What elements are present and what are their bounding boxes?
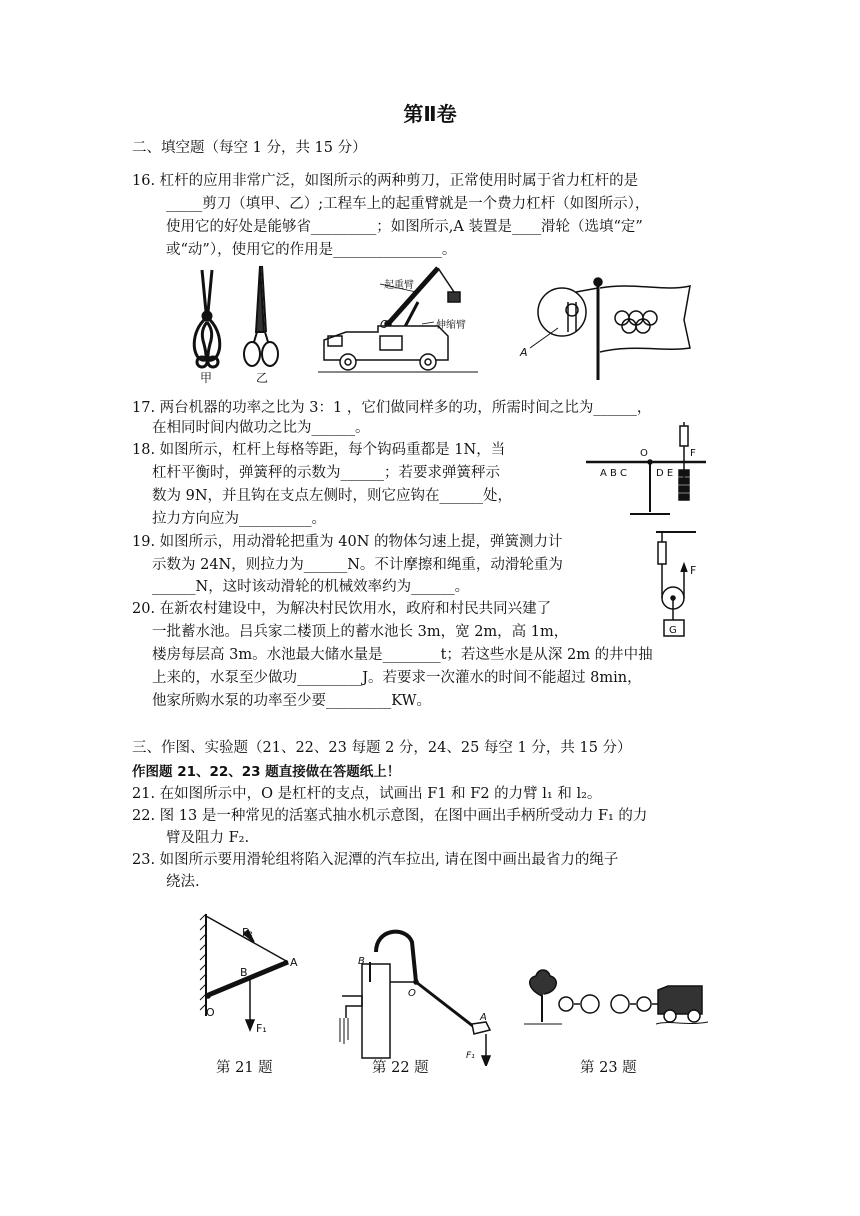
q23-line1: 23. 如图所示要用滑轮组将陷入泥潭的汽车拉出, 请在图中画出最省力的绳子	[132, 852, 619, 868]
q22-line2: 臂及阻力 F₂.	[166, 830, 250, 846]
label-lever-abc: A B C	[600, 468, 628, 479]
q19-line1: 19. 如图所示，用动滑轮把重为 40N 的物体匀速上提，弹簧测力计	[132, 534, 563, 550]
q18-line1: 18. 如图所示，杠杆上每格等距，每个钩码重都是 1N，当	[132, 442, 506, 458]
label-fig21-f2: F₂	[242, 926, 253, 939]
q20-line2: 一批蓄水池。吕兵家二楼顶上的蓄水池长 3m，宽 2m，高 1m，	[152, 624, 569, 640]
label-fig22-o: O	[408, 988, 416, 999]
label-crane-arm: 伸缩臂	[436, 320, 466, 331]
caption-q23: 第 23 题	[580, 1060, 637, 1076]
shears-jia-icon	[194, 270, 220, 367]
q16-line4: 或“动”），使用它的作用是_______________。	[166, 242, 457, 258]
label-fig22-a: A	[480, 1012, 487, 1023]
label-fig22-b: B	[358, 956, 365, 967]
q16-line3: 使用它的好处是能够省_________；如图所示,A 装置是____滑轮（选填“定”	[166, 219, 643, 235]
label-fig22-f1: F₁	[466, 1051, 475, 1061]
label-lever-f: F	[690, 448, 696, 459]
section-2-heading: 二、填空题（每空 1 分，共 15 分）	[132, 140, 367, 156]
label-pulley-g: G	[669, 625, 677, 636]
q18-line4: 拉力方向应为__________。	[152, 511, 326, 527]
q17-line1: 17. 两台机器的功率之比为 3：1 ，它们做同样多的功，所需时间之比为______，	[132, 400, 652, 416]
label-crane-o: O	[380, 318, 389, 331]
pulley-figure	[648, 528, 714, 640]
q20-line1: 20. 在新农村建设中，为解决村民饮用水，政府和村民共同兴建了	[132, 601, 552, 617]
label-fig21-a: A	[290, 956, 298, 969]
label-fig21-f1: F₁	[256, 1022, 267, 1035]
scissors-yi-icon	[244, 266, 278, 366]
section-3-heading: 三、作图、实验题（21、22、23 每题 2 分，24、25 每空 1 分，共 15 分）	[132, 740, 632, 756]
q16-line1: 16. 杠杆的应用非常广泛，如图所示的两种剪刀，正常使用时属于省力杠杆的是	[132, 173, 639, 189]
label-crane-boom: 起重臂	[384, 280, 414, 291]
caption-q22: 第 22 题	[372, 1060, 429, 1076]
q20-line3: 楼房每层高 3m。水池最大储水量是________t；若这些水是从深 2m 的井中抽	[152, 647, 653, 663]
drawing-note: 作图题 21、22、23 题直接做在答题纸上！	[132, 764, 401, 780]
fig23-pulley-truck	[518, 964, 714, 1034]
q18-line2: 杠杆平衡时，弹簧秤的示数为______；若要求弹簧秤示	[152, 465, 500, 481]
q16-line2: _____剪刀（填甲、乙）;工程车上的起重臂就是一个费力杠杆（如图所示），	[166, 196, 650, 212]
caption-q21: 第 21 题	[216, 1060, 273, 1076]
q20-line5: 他家所购水泵的功率至少要_________KW。	[152, 693, 431, 709]
fig22-water-pump	[336, 922, 512, 1066]
fig21-lever	[198, 912, 308, 1036]
scissors-figure	[180, 262, 290, 387]
label-flag-a: A	[520, 346, 528, 359]
label-lever-de: D E	[656, 468, 674, 479]
label-jia: 甲	[200, 371, 213, 385]
q21-text: 21. 在如图所示中，O 是杠杆的支点，试画出 F1 和 F2 的力臂 l₁ 和 l₂。	[132, 786, 602, 802]
flagpole-figure	[514, 262, 704, 382]
crane-figure	[318, 262, 478, 382]
label-fig21-b: B	[240, 966, 248, 979]
q20-line4: 上来的，水泵至少做功_________J。若要求一次灌水的时间不能超过 8min，	[152, 670, 642, 686]
q19-line3: ______N，这时该动滑轮的机械效率约为______。	[152, 579, 470, 595]
label-yi: 乙	[256, 371, 269, 385]
lever-balance-figure	[586, 420, 712, 524]
page-title: 第Ⅱ卷	[403, 102, 457, 126]
label-fig21-o: O	[206, 1006, 215, 1019]
q19-line2: 示数为 24N，则拉力为______N。不计摩擦和绳重，动滑轮重为	[152, 557, 563, 573]
label-pulley-f: F	[690, 564, 697, 577]
q17-line2: 在相同时间内做功之比为______。	[152, 420, 370, 436]
label-lever-o: O	[640, 448, 648, 459]
q22-line1: 22. 图 13 是一种常见的活塞式抽水机示意图，在图中画出手柄所受动力 F₁ 的力	[132, 808, 648, 824]
q18-line3: 数为 9N，并且钩在支点左侧时，则它应钩在______处，	[152, 488, 513, 504]
q23-line2: 绕法.	[166, 874, 200, 890]
